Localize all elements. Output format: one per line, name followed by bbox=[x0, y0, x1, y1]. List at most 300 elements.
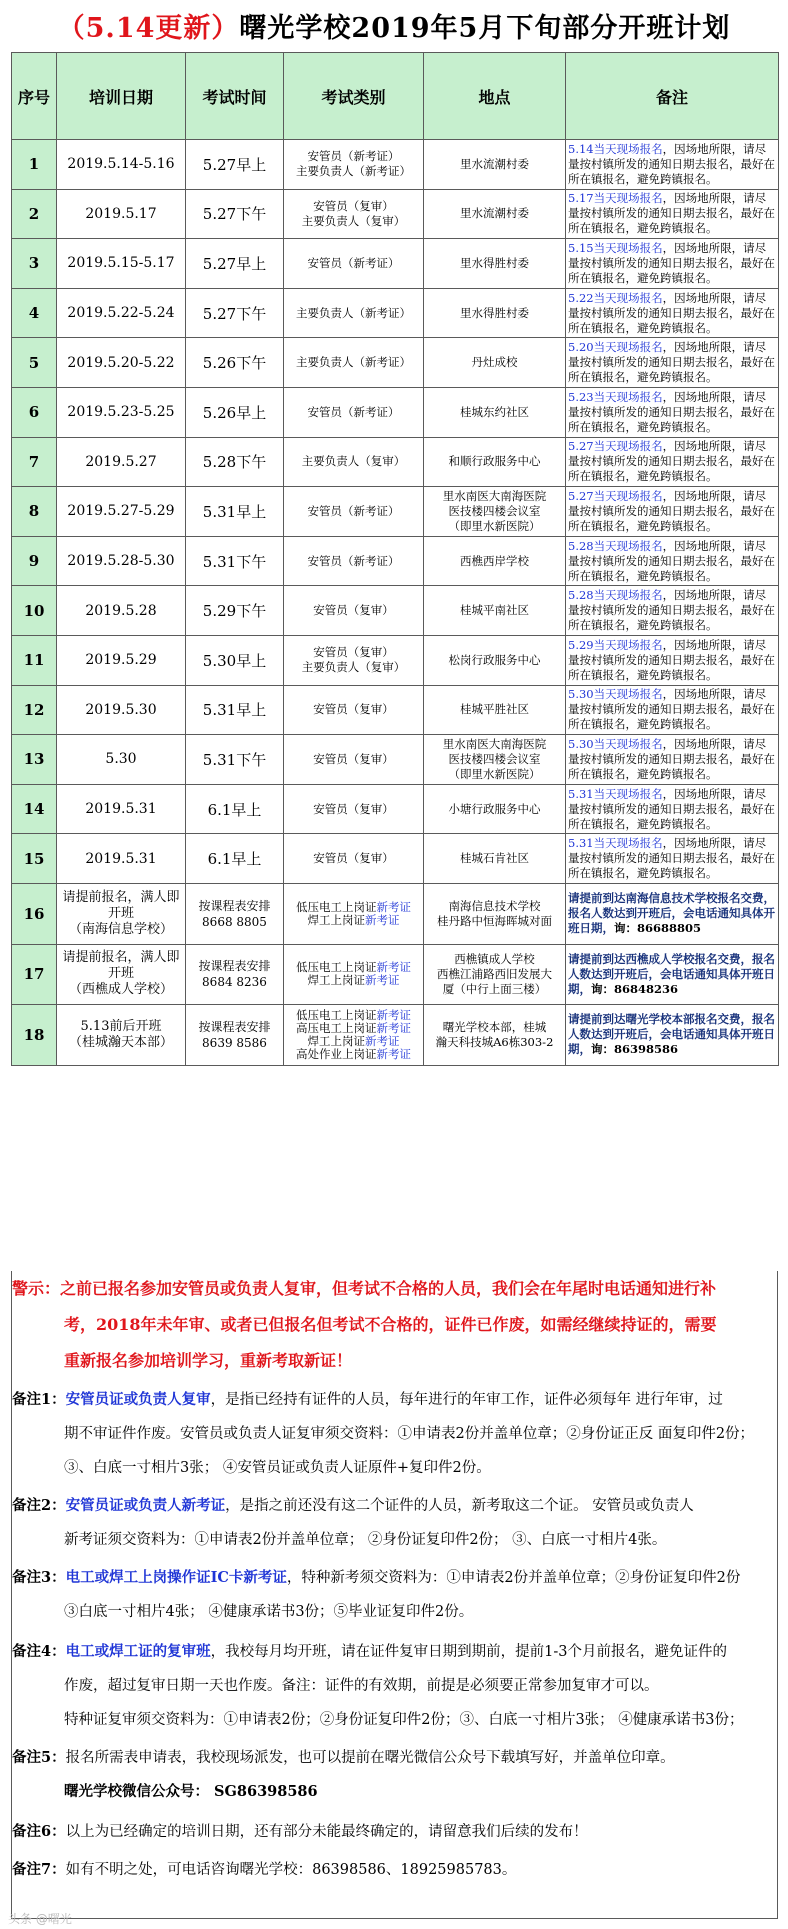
row-date: 2019.5.30 bbox=[57, 685, 186, 735]
note-4-text-1: ，我校每月均开班，请在证件复审日期到期前，提前1-3个月前报名，避免证件的 bbox=[210, 1644, 727, 1660]
row-note bbox=[566, 834, 779, 884]
note-5-label: 备注5： bbox=[12, 1749, 66, 1766]
header-exam: 考试时间 bbox=[186, 53, 284, 140]
note-2-line-2: 新考证须交资料为：①申请表2份并盖单位章； ②身份证复印件2份； ③、白底一寸相片4张。 bbox=[64, 1532, 667, 1548]
cell-line: 安管员（新考证） bbox=[307, 553, 400, 568]
cell-line: 里水南医大南海医院 bbox=[442, 488, 547, 503]
row-seq: 13 bbox=[12, 735, 57, 785]
row-date bbox=[57, 944, 186, 1005]
cell-line: 按课程表安排 bbox=[198, 898, 271, 913]
row-note bbox=[566, 685, 779, 735]
row-exam-time bbox=[186, 1005, 284, 1066]
note-onsite-link: 当天现场报名 bbox=[593, 191, 663, 206]
table-row bbox=[12, 784, 779, 834]
cell-line: 里水流潮村委 bbox=[460, 206, 529, 221]
cell-line: （即里水新医院） bbox=[448, 766, 541, 781]
cell-line: 曙光学校本部，桂城 bbox=[442, 1019, 547, 1034]
note-text: ，因场地所限，请尽量按村镇所发的通知日期去报名，最好在所在镇报名，避免跨镇报名。 bbox=[568, 786, 775, 831]
cell-line: 安管员（复审） bbox=[313, 751, 394, 766]
note-onsite-link: 当天现场报名 bbox=[593, 736, 663, 751]
row-location bbox=[424, 883, 566, 944]
row-location bbox=[424, 685, 566, 735]
note-onsite-link: 当天现场报名 bbox=[593, 340, 663, 355]
row-seq: 15 bbox=[12, 834, 57, 884]
row-exam-time: 5.26下午 bbox=[186, 338, 284, 388]
table-row bbox=[12, 487, 779, 537]
row-category bbox=[284, 1005, 424, 1066]
row-seq: 18 bbox=[12, 1005, 57, 1066]
row-date: 2019.5.27-5.29 bbox=[57, 487, 186, 537]
row-category bbox=[284, 784, 424, 834]
category-line bbox=[286, 974, 421, 987]
row-exam-time bbox=[186, 883, 284, 944]
cell-line: 安管员（复审） bbox=[313, 603, 394, 618]
row-note bbox=[566, 586, 779, 636]
row-category bbox=[284, 437, 424, 487]
cell-line: 安管员（复审） bbox=[313, 702, 394, 717]
note-text: ，因场地所限，请尽量按村镇所发的通知日期去报名，最好在所在镇报名，避免跨镇报名。 bbox=[568, 538, 775, 583]
notes-section bbox=[11, 1271, 778, 1919]
note-phone-label: 询： bbox=[614, 921, 637, 936]
row-note bbox=[566, 387, 779, 437]
row-date: 2019.5.22-5.24 bbox=[57, 288, 186, 338]
table-row bbox=[12, 288, 779, 338]
row-location bbox=[424, 487, 566, 537]
row-seq: 11 bbox=[12, 635, 57, 685]
note-onsite-link: 当天现场报名 bbox=[593, 240, 663, 255]
row-location bbox=[424, 387, 566, 437]
cell-line: 和顺行政服务中心 bbox=[448, 454, 541, 469]
note-text: ，因场地所限，请尽量按村镇所发的通知日期去报名，最好在所在镇报名，避免跨镇报名。 bbox=[568, 736, 775, 781]
table-row bbox=[12, 834, 779, 884]
row-location bbox=[424, 735, 566, 785]
note-text: ，因场地所限，请尽量按村镇所发的通知日期去报名，最好在所在镇报名，避免跨镇报名。 bbox=[568, 240, 775, 285]
row-exam-time: 5.30早上 bbox=[186, 635, 284, 685]
note-phone-label: 询： bbox=[591, 1042, 614, 1057]
cell-line: 桂丹路中恒海晖城对面 bbox=[437, 913, 552, 928]
note-text: ，因场地所限，请尽量按村镇所发的通知日期去报名，最好在所在镇报名，避免跨镇报名。 bbox=[568, 836, 775, 881]
table-row bbox=[12, 685, 779, 735]
note-date: 5.27 bbox=[568, 439, 594, 454]
note-text: 请提前到达西樵成人学校报名交费，报名人数达到开班后，会电话通知具体开班日期， bbox=[568, 951, 775, 996]
note-text: ，因场地所限，请尽量按村镇所发的通知日期去报名，最好在所在镇报名，避免跨镇报名。 bbox=[568, 340, 775, 385]
note-3-line-2: ③白底一寸相片4张； ④健康承诺书3份；⑤毕业证复印件2份。 bbox=[64, 1604, 474, 1620]
note-2-label: 备注2： bbox=[12, 1497, 66, 1514]
row-seq: 3 bbox=[12, 239, 57, 289]
cell-line: 请提前报名，满人即开班 bbox=[62, 889, 180, 921]
cell-line: 安管员（复审） bbox=[313, 645, 394, 660]
schedule-table bbox=[11, 52, 779, 1066]
cell-line: 按课程表安排 bbox=[198, 1019, 271, 1034]
cell-line: 安管员（新考证） bbox=[307, 255, 400, 270]
cell-line: 8684 8236 bbox=[202, 975, 267, 990]
note-date: 5.28 bbox=[568, 538, 594, 553]
note-onsite-link: 当天现场报名 bbox=[593, 488, 663, 503]
row-location bbox=[424, 437, 566, 487]
cell-line: 丹灶成校 bbox=[471, 355, 518, 370]
row-category bbox=[284, 189, 424, 239]
note-1-text-1: ，是指已经持有证件的人员，每年进行的年审工作，证件必须每年 进行年审，过 bbox=[210, 1392, 723, 1408]
note-onsite-link: 当天现场报名 bbox=[593, 588, 663, 603]
row-category bbox=[284, 536, 424, 586]
table-row bbox=[12, 735, 779, 785]
note-text: ，因场地所限，请尽量按村镇所发的通知日期去报名，最好在所在镇报名，避免跨镇报名。 bbox=[568, 439, 775, 484]
row-category bbox=[284, 685, 424, 735]
table-header-row bbox=[12, 53, 779, 140]
row-exam-time: 5.27早上 bbox=[186, 239, 284, 289]
row-date: 5.30 bbox=[57, 735, 186, 785]
row-category bbox=[284, 635, 424, 685]
table-row bbox=[12, 338, 779, 388]
row-category bbox=[284, 140, 424, 190]
category-name: 低压电工上岗证 bbox=[296, 1007, 377, 1022]
cell-line: 安管员（复审） bbox=[313, 801, 394, 816]
row-seq: 12 bbox=[12, 685, 57, 735]
warning-line-3: 重新报名参加培训学习，重新考取新证！ bbox=[64, 1351, 353, 1370]
note-1-label: 备注1： bbox=[12, 1391, 66, 1408]
cell-line: 安管员（复审） bbox=[313, 198, 394, 213]
cell-line: 8668 8805 bbox=[202, 914, 267, 929]
row-seq: 9 bbox=[12, 536, 57, 586]
category-new-cert: 新考证 bbox=[376, 899, 411, 914]
cell-line: 桂城石肯社区 bbox=[460, 851, 529, 866]
row-date: 2019.5.14-5.16 bbox=[57, 140, 186, 190]
table-row bbox=[12, 239, 779, 289]
row-location bbox=[424, 536, 566, 586]
row-seq: 1 bbox=[12, 140, 57, 190]
row-location bbox=[424, 140, 566, 190]
header-category: 考试类别 bbox=[284, 53, 424, 140]
cell-line: 安管员（新考证） bbox=[307, 149, 400, 164]
note-phone: 86848236 bbox=[614, 981, 679, 996]
note-7-text-1: 如有不明之处，可电话咨询曙光学校：86398586、18925985783。 bbox=[65, 1862, 517, 1878]
note-date: 5.23 bbox=[568, 389, 594, 404]
row-category bbox=[284, 735, 424, 785]
note-onsite-link: 当天现场报名 bbox=[593, 538, 663, 553]
note-onsite-link: 当天现场报名 bbox=[593, 637, 663, 652]
cell-line: （即里水新医院） bbox=[448, 518, 541, 533]
note-date: 5.31 bbox=[568, 786, 594, 801]
table-row-special bbox=[12, 883, 779, 944]
row-category bbox=[284, 387, 424, 437]
row-date bbox=[57, 1005, 186, 1066]
note-text: ，因场地所限，请尽量按村镇所发的通知日期去报名，最好在所在镇报名，避免跨镇报名。 bbox=[568, 141, 775, 186]
cell-line: 小塘行政服务中心 bbox=[448, 801, 541, 816]
note-onsite-link: 当天现场报名 bbox=[593, 687, 663, 702]
cell-line: （南海信息学校） bbox=[68, 921, 173, 937]
cell-line: 8639 8586 bbox=[202, 1035, 267, 1050]
note-4-line-3: 特种证复审须交资料为：①申请表2份；②身份证复印件2份；③、白底一寸相片3张； ④健康承诺书3份； bbox=[64, 1712, 744, 1728]
note-text: ，因场地所限，请尽量按村镇所发的通知日期去报名，最好在所在镇报名，避免跨镇报名。 bbox=[568, 687, 775, 732]
note-3-label: 备注3： bbox=[12, 1569, 66, 1586]
note-1-line-1 bbox=[12, 1383, 779, 1417]
note-2-text-1: ，是指之前还没有这二个证件的人员，新考取这二个证。 安管员或负责人 bbox=[225, 1498, 694, 1514]
note-date: 5.29 bbox=[568, 637, 594, 652]
category-new-cert: 新考证 bbox=[376, 1007, 411, 1022]
note-2-line-1 bbox=[12, 1489, 779, 1523]
note-date: 5.15 bbox=[568, 240, 594, 255]
row-seq: 10 bbox=[12, 586, 57, 636]
note-onsite-link: 当天现场报名 bbox=[593, 389, 663, 404]
row-note bbox=[566, 140, 779, 190]
row-note bbox=[566, 883, 779, 944]
header-date: 培训日期 bbox=[57, 53, 186, 140]
row-location bbox=[424, 635, 566, 685]
cell-line: 医技楼四楼会议室 bbox=[448, 751, 541, 766]
row-note bbox=[566, 338, 779, 388]
row-location bbox=[424, 338, 566, 388]
category-name: 低压电工上岗证 bbox=[296, 899, 377, 914]
row-location bbox=[424, 1005, 566, 1066]
category-new-cert: 新考证 bbox=[365, 973, 400, 988]
row-category bbox=[284, 883, 424, 944]
note-date: 5.17 bbox=[568, 191, 594, 206]
cell-line: 主要负责人（新考证） bbox=[296, 305, 411, 320]
note-1-line-2: 期不审证件作废。安管员或负责人证复审须交资料：①申请表2份并盖单位章；②身份证正反 面复印件2份； bbox=[64, 1426, 755, 1442]
row-exam-time: 5.31下午 bbox=[186, 735, 284, 785]
row-note bbox=[566, 1005, 779, 1066]
warning-line-2: 考，2018年未年审、或者已但报名但考试不合格的，证件已作废，如需经继续持证的，需要 bbox=[64, 1315, 717, 1334]
cell-line: 主要负责人（复审） bbox=[301, 454, 406, 469]
cell-line: （西樵成人学校） bbox=[68, 982, 173, 998]
table-row bbox=[12, 586, 779, 636]
category-line bbox=[286, 1048, 421, 1061]
row-location bbox=[424, 586, 566, 636]
note-onsite-link: 当天现场报名 bbox=[593, 786, 663, 801]
row-note bbox=[566, 635, 779, 685]
category-name: 焊工上岗证 bbox=[307, 973, 365, 988]
cell-line: 主要负责人（复审） bbox=[301, 660, 406, 675]
row-seq: 2 bbox=[12, 189, 57, 239]
note-onsite-link: 当天现场报名 bbox=[593, 290, 663, 305]
cell-line: 里水南医大南海医院 bbox=[442, 736, 547, 751]
note-7-label: 备注7： bbox=[12, 1861, 66, 1878]
note-onsite-link: 当天现场报名 bbox=[593, 836, 663, 851]
category-new-cert: 新考证 bbox=[376, 1020, 411, 1035]
table-row bbox=[12, 189, 779, 239]
cell-line: 安管员（新考证） bbox=[307, 404, 400, 419]
row-note bbox=[566, 536, 779, 586]
cell-line: 松岗行政服务中心 bbox=[448, 652, 541, 667]
cell-line: 里水得胜村委 bbox=[460, 305, 529, 320]
row-seq: 5 bbox=[12, 338, 57, 388]
note-4-line-2: 作废，超过复审日期一天也作废。备注：证件的有效期，前提是必须要正常参加复审才可以。 bbox=[64, 1678, 659, 1694]
table-row-special bbox=[12, 944, 779, 1005]
category-line bbox=[286, 914, 421, 927]
note-date: 5.31 bbox=[568, 836, 594, 851]
note-date: 5.27 bbox=[568, 488, 594, 503]
row-exam-time: 5.29下午 bbox=[186, 586, 284, 636]
cell-line: 西樵镇成人学校 bbox=[454, 951, 535, 966]
title-update-tag: （5.14更新） bbox=[57, 12, 240, 44]
note-6-label: 备注6： bbox=[12, 1823, 66, 1840]
cell-line: 厦（中行上面三楼） bbox=[442, 981, 547, 996]
note-3-line-1 bbox=[12, 1561, 779, 1595]
note-4-highlight: 电工或焊工证的复审班 bbox=[65, 1643, 211, 1660]
category-new-cert: 新考证 bbox=[376, 1046, 411, 1061]
cell-line: 桂城东约社区 bbox=[460, 404, 529, 419]
cell-line: 主要负责人（新考证） bbox=[296, 164, 411, 179]
note-5-wechat: 曙光学校微信公众号： SG86398586 bbox=[64, 1783, 318, 1800]
note-3-highlight: 电工或焊工上岗操作证IC卡新考证 bbox=[65, 1569, 287, 1586]
warning-line-1: 警示：之前已报名参加安管员或负责人复审，但考试不合格的人员，我们会在年尾时电话通知进行补 bbox=[12, 1279, 717, 1298]
note-5-line-1 bbox=[12, 1741, 779, 1775]
cell-line: 里水得胜村委 bbox=[460, 255, 529, 270]
note-2-highlight: 安管员证或负责人新考证 bbox=[65, 1497, 226, 1514]
note-date: 5.20 bbox=[568, 340, 594, 355]
cell-line: 南海信息技术学校 bbox=[448, 898, 541, 913]
table-row bbox=[12, 635, 779, 685]
cell-line: 按课程表安排 bbox=[198, 959, 271, 974]
cell-line: 5.13前后开班 bbox=[80, 1018, 162, 1034]
row-exam-time bbox=[186, 944, 284, 1005]
note-text: ，因场地所限，请尽量按村镇所发的通知日期去报名，最好在所在镇报名，避免跨镇报名。 bbox=[568, 389, 775, 434]
category-new-cert: 新考证 bbox=[365, 1033, 400, 1048]
row-location bbox=[424, 239, 566, 289]
note-4-line-1 bbox=[12, 1635, 779, 1669]
row-exam-time: 5.26早上 bbox=[186, 387, 284, 437]
category-name: 高压电工上岗证 bbox=[296, 1020, 377, 1035]
row-date: 2019.5.27 bbox=[57, 437, 186, 487]
table-row bbox=[12, 140, 779, 190]
category-new-cert: 新考证 bbox=[365, 912, 400, 927]
cell-line: 安管员（新考证） bbox=[307, 503, 400, 518]
row-location bbox=[424, 784, 566, 834]
note-date: 5.30 bbox=[568, 687, 594, 702]
note-date: 5.14 bbox=[568, 141, 594, 156]
cell-line: 桂城平胜社区 bbox=[460, 702, 529, 717]
note-text: 请提前到达曙光学校本部报名交费，报名人数达到开班后，会电话通知具体开班日期， bbox=[568, 1012, 775, 1057]
row-exam-time: 5.27早上 bbox=[186, 140, 284, 190]
header-location: 地点 bbox=[424, 53, 566, 140]
row-category bbox=[284, 834, 424, 884]
watermark: 头条 @曙光 bbox=[8, 1912, 72, 1926]
row-exam-time: 5.31下午 bbox=[186, 536, 284, 586]
row-exam-time: 6.1早上 bbox=[186, 834, 284, 884]
row-date: 2019.5.31 bbox=[57, 784, 186, 834]
note-text: ，因场地所限，请尽量按村镇所发的通知日期去报名，最好在所在镇报名，避免跨镇报名。 bbox=[568, 637, 775, 682]
row-date: 2019.5.20-5.22 bbox=[57, 338, 186, 388]
header-notes: 备注 bbox=[566, 53, 779, 140]
row-category bbox=[284, 239, 424, 289]
category-name: 低压电工上岗证 bbox=[296, 960, 377, 975]
note-date: 5.30 bbox=[568, 736, 594, 751]
note-phone: 86688805 bbox=[637, 921, 702, 936]
row-location bbox=[424, 944, 566, 1005]
row-date: 2019.5.15-5.17 bbox=[57, 239, 186, 289]
row-seq: 14 bbox=[12, 784, 57, 834]
table-row-special bbox=[12, 1005, 779, 1066]
row-exam-time: 5.28下午 bbox=[186, 437, 284, 487]
row-exam-time: 6.1早上 bbox=[186, 784, 284, 834]
row-date: 2019.5.29 bbox=[57, 635, 186, 685]
row-date bbox=[57, 883, 186, 944]
row-note bbox=[566, 239, 779, 289]
row-seq: 8 bbox=[12, 487, 57, 537]
cell-line: 请提前报名，满人即开班 bbox=[62, 950, 180, 982]
note-5-text-1: 报名所需表申请表，我校现场派发，也可以提前在曙光微信公众号下载填写好，并盖单位印章。 bbox=[65, 1750, 675, 1766]
row-exam-time: 5.27下午 bbox=[186, 288, 284, 338]
row-seq: 7 bbox=[12, 437, 57, 487]
table-row bbox=[12, 437, 779, 487]
note-6-text-1: 以上为已经确定的培训日期，还有部分未能最终确定的，请留意我们后续的发布！ bbox=[65, 1824, 588, 1840]
note-1-line-3: ③、白底一寸相片3张； ④安管员证或负责人证原件+复印件2份。 bbox=[64, 1460, 491, 1476]
row-date: 2019.5.23-5.25 bbox=[57, 387, 186, 437]
row-location bbox=[424, 288, 566, 338]
note-3-text-1: ，特种新考须交资料为：①申请表2份并盖单位章；②身份证复印件2份 bbox=[286, 1570, 741, 1586]
row-location bbox=[424, 834, 566, 884]
cell-line: 桂城平南社区 bbox=[460, 603, 529, 618]
cell-line: 西樵江浦路西旧发展大 bbox=[437, 966, 552, 981]
row-exam-time: 5.31早上 bbox=[186, 685, 284, 735]
note-text: ，因场地所限，请尽量按村镇所发的通知日期去报名，最好在所在镇报名，避免跨镇报名。 bbox=[568, 191, 775, 236]
note-phone: 86398586 bbox=[614, 1042, 679, 1057]
row-category bbox=[284, 487, 424, 537]
row-exam-time: 5.27下午 bbox=[186, 189, 284, 239]
row-note bbox=[566, 735, 779, 785]
note-onsite-link: 当天现场报名 bbox=[593, 439, 663, 454]
note-text: 请提前到达南海信息技术学校报名交费，报名人数达到开班后，会电话通知具体开班日期， bbox=[568, 891, 775, 936]
note-text: ，因场地所限，请尽量按村镇所发的通知日期去报名，最好在所在镇报名，避免跨镇报名。 bbox=[568, 588, 775, 633]
page-title bbox=[0, 0, 788, 50]
row-category bbox=[284, 586, 424, 636]
row-category bbox=[284, 288, 424, 338]
note-date: 5.22 bbox=[568, 290, 594, 305]
row-seq: 17 bbox=[12, 944, 57, 1005]
row-date: 2019.5.17 bbox=[57, 189, 186, 239]
note-text: ，因场地所限，请尽量按村镇所发的通知日期去报名，最好在所在镇报名，避免跨镇报名。 bbox=[568, 290, 775, 335]
row-category bbox=[284, 338, 424, 388]
note-phone-label: 询： bbox=[591, 981, 614, 996]
row-date: 2019.5.31 bbox=[57, 834, 186, 884]
note-4-label: 备注4： bbox=[12, 1643, 66, 1660]
title-text: 曙光学校2019年5月下旬部分开班计划 bbox=[239, 12, 731, 44]
note-text: ，因场地所限，请尽量按村镇所发的通知日期去报名，最好在所在镇报名，避免跨镇报名。 bbox=[568, 488, 775, 533]
row-note bbox=[566, 189, 779, 239]
cell-line: 医技楼四楼会议室 bbox=[448, 503, 541, 518]
row-location bbox=[424, 189, 566, 239]
cell-line: 里水流潮村委 bbox=[460, 156, 529, 171]
row-note bbox=[566, 288, 779, 338]
note-date: 5.28 bbox=[568, 588, 594, 603]
cell-line: 主要负责人（新考证） bbox=[296, 355, 411, 370]
note-onsite-link: 当天现场报名 bbox=[593, 141, 663, 156]
row-category bbox=[284, 944, 424, 1005]
row-seq: 4 bbox=[12, 288, 57, 338]
category-name: 焊工上岗证 bbox=[307, 912, 365, 927]
note-6-line-1 bbox=[12, 1815, 779, 1849]
cell-line: 主要负责人（复审） bbox=[301, 213, 406, 228]
cell-line: 瀚天科技城A6栋303-2 bbox=[435, 1034, 554, 1049]
cell-line: 安管员（复审） bbox=[313, 851, 394, 866]
row-date: 2019.5.28 bbox=[57, 586, 186, 636]
cell-line: （桂城瀚天本部） bbox=[68, 1034, 173, 1050]
cell-line: 西樵西岸学校 bbox=[460, 553, 529, 568]
note-7-line-1 bbox=[12, 1853, 779, 1887]
header-seq: 序号 bbox=[12, 53, 57, 140]
category-name: 高处作业上岗证 bbox=[296, 1046, 377, 1061]
table-row bbox=[12, 387, 779, 437]
row-note bbox=[566, 784, 779, 834]
row-exam-time: 5.31早上 bbox=[186, 487, 284, 537]
category-name: 焊工上岗证 bbox=[307, 1033, 365, 1048]
category-new-cert: 新考证 bbox=[376, 960, 411, 975]
row-note bbox=[566, 487, 779, 537]
note-1-highlight: 安管员证或负责人复审 bbox=[65, 1391, 211, 1408]
row-seq: 6 bbox=[12, 387, 57, 437]
row-seq: 16 bbox=[12, 883, 57, 944]
table-row bbox=[12, 536, 779, 586]
